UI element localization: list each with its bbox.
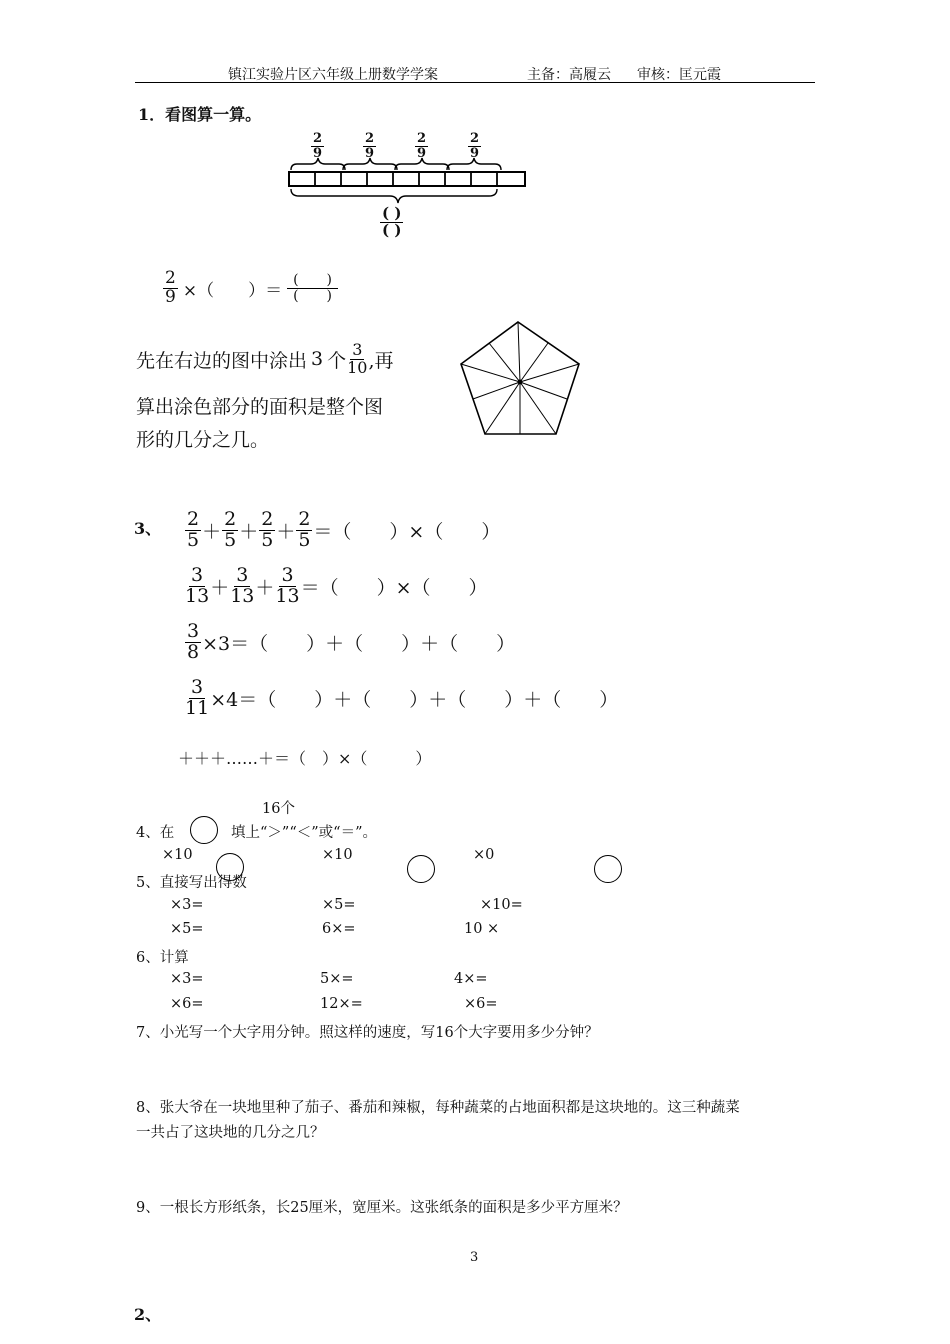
q6-title: 6、计算 [136, 950, 189, 966]
q3-row-5: ＋＋＋……＋＝（ ）×（ ） [178, 749, 432, 768]
q6-r2-c3: ×6= [464, 996, 498, 1012]
bottom-label: 2、 [134, 1305, 162, 1324]
q3-row-3: $\frac{3}{8}$ ×3＝（ ）＋（ ）＋（ ） [187, 620, 516, 663]
header-title: 镇江实验片区六年级上册数学学案 [228, 67, 438, 83]
compare-circle[interactable] [190, 816, 218, 844]
q6-r1-c1: ×3= [170, 971, 204, 987]
q4-line-start: 4、在 [136, 825, 175, 841]
q4-item-3: ×0 [473, 847, 495, 863]
q5-r2-c2: 6×= [322, 921, 356, 937]
q7-text: 7、小光写一个大字用分钟。照这样的速度，写16个大字要用多少分钟？ [136, 1025, 599, 1041]
q6-r2-c1: ×6= [170, 996, 204, 1012]
q5-r1-c1: ×3= [170, 897, 204, 913]
q5-r2-c1: ×5= [170, 921, 204, 937]
q2-line3: 形的几分之几。 [136, 429, 270, 451]
compare-circle-3[interactable] [594, 855, 622, 883]
q2-line1: 先在右边的图中涂出 3 个 $\frac{3}{10}$ ,再 [136, 340, 394, 377]
q3-row-4: $\frac{3}{11}$ ×4＝（ ）＋（ ）＋（ ）＋（ ） [185, 676, 619, 719]
q9-text: 9、一根长方形纸条，长25厘米，宽厘米。这张纸条的面积是多少平方厘米？ [136, 1200, 628, 1216]
q6-r2-c2: 12×= [320, 996, 363, 1012]
compare-circle-2[interactable] [407, 855, 435, 883]
header-reviewer: 审核：匡元霞 [637, 67, 721, 83]
header-author: 主备：高履云 [527, 67, 611, 83]
q4-item-1: ×10 [162, 847, 193, 863]
q1-equation: $\frac{2}{9}$ ×（ ）＝ $\frac{( )}{( )}$ [162, 270, 339, 307]
q4-item-2: ×10 [322, 847, 353, 863]
q8-line1: 8、张大爷在一块地里种了茄子、番茄和辣椒，每种蔬菜的占地面积都是这块地的。这三种蔬菜 [136, 1100, 740, 1116]
q1-title: 1．看图算一算。 [138, 105, 262, 124]
q8-line2: 一共占了这块地的几分之几？ [136, 1125, 325, 1141]
page-number: 3 [470, 1250, 479, 1265]
q1-blank-fraction: $\frac{( )}{( )}$ [382, 204, 402, 239]
q5-title: 5、直接写出得数 [136, 875, 247, 891]
q3-row-2: $\frac{3}{13}$ ＋ $\frac{3}{13}$ ＋ $\frac{3}{13}$ ＝（ ）×（ ） [185, 564, 488, 607]
q1-bar-diagram [0, 0, 950, 300]
q5-r1-c2: ×5= [322, 897, 356, 913]
q3-row-1: $\frac{2}{5}$ ＋ $\frac{2}{5}$ ＋ $\frac{2}{5}$ ＋ $\frac{2}{5}$ ＝（ ）×（ ） [187, 508, 501, 551]
q5-r1-c3: ×10= [480, 897, 523, 913]
q3-count: 16个 [262, 801, 295, 817]
q4-line-end: 填上“＞”“＜”或“＝”。 [231, 825, 377, 841]
q3-label: 3、 [134, 519, 162, 538]
q6-r1-c2: 5×= [320, 971, 354, 987]
q6-r1-c3: 4×= [454, 971, 488, 987]
pentagon-figure [455, 318, 585, 438]
q2-line2: 算出涂色部分的面积是整个图 [136, 396, 384, 418]
q5-r2-c3: 10 × [464, 921, 500, 937]
